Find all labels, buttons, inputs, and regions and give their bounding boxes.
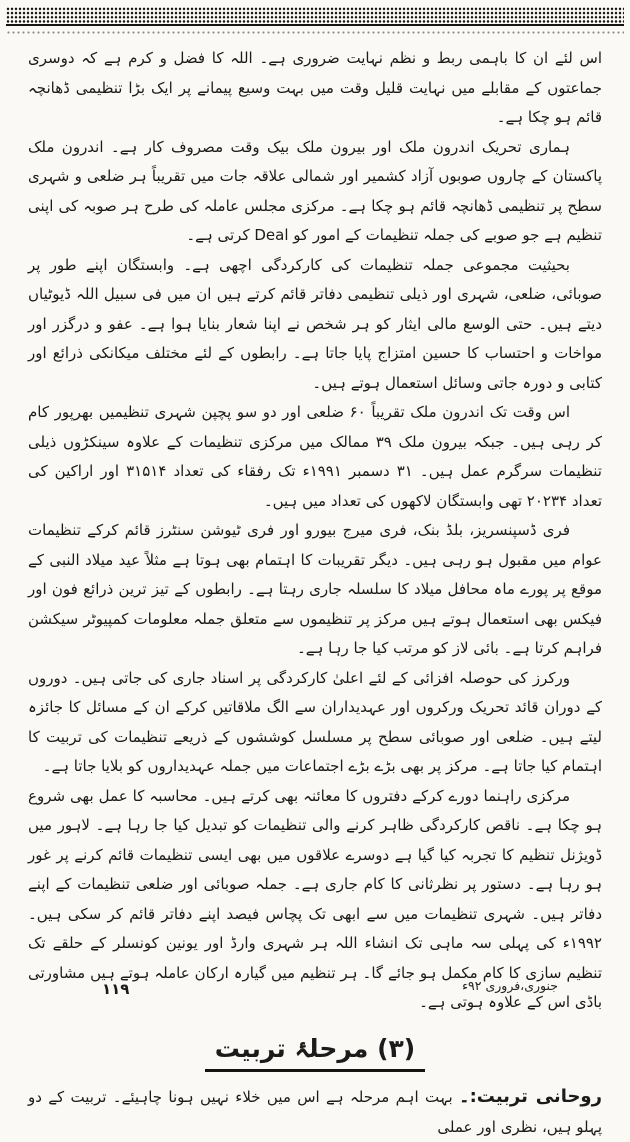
section-heading — [28, 1034, 602, 1073]
paragraph: فری ڈسپنسریز، بلڈ بنک، فری میرج بیورو اور فری ٹیوشن سنٹرز قائم کرکے تنظیمات عوام میں مقبول ہو رہی ہیں۔ دیگر تقریبات کا اہتمام بھی ہوتا ہے مثلاً عید میلاد النبی کے موقع پر پورے ماہ محافل میلاد کا سلسلہ جاری رہتا ہے۔ رابطوں کے تیز ترین ذرائع فون اور فیکس بھی استعمال ہوتے ہیں مرکز پر تنظیموں سے متعلق جملہ معلومات کمپیوٹر سیکشن فراہم کرتا ہے۔ بائی لاز کو مرتب کیا جا رہا ہے۔ — [28, 521, 602, 657]
paragraph: بحیثیت مجموعی جملہ تنظیمات کی کارکردگی اچھی ہے۔ وابستگان اپنے طور پر صوبائی، ضلعی، شہری اور ذیلی تنظیمی دفاتر قائم کرتے ہیں ان میں فی سبیل اللہ ڈیوٹیاں دیتے ہیں۔ حتی الوسع مالی ایثار کو ہر شخص نے اپنا شعار بنایا ہوا ہے۔ عفو و درگزر اور مواخات و احتساب کا حسین امتزاج پایا جاتا ہے۔ رابطوں کے لئے مختلف میکانکی ذرائع اور کتابی و دورہ جاتی وسائل استعمال ہوتے ہیں۔ — [28, 255, 602, 392]
section-heading-text: (۳) مرحلۂ تربیت — [205, 1034, 425, 1073]
journal-issue-date: جنوری،فروری ۹۲ء — [462, 978, 558, 993]
decorative-halftone-border-faint — [6, 30, 624, 35]
paragraph: مرکزی راہنما دورے کرکے دفتروں کا معائنہ بھی کرتے ہیں۔ محاسبہ کا عمل بھی شروع ہو چکا ہے۔ ناقص کارکردگی ظاہر کرنے والی تنظیمات کو تبدیل کیا جا رہا ہے۔ لاہور میں ڈویژنل تنظیم کا تجربہ کیا گیا ہے دوسرے علاقوں میں بھی ایسی تنظیمات قائم کرنے پر غور ہو رہا ہے۔ دستور پر نظرثانی کا کام جاری ہے۔ جملہ صوبائی اور ضلعی تنظیمات کے اپنے دفاتر ہیں۔ شہری تنظیمات میں سے ابھی تک پچاس فیصد اپنے دفاتر قائم کر سکی ہیں۔ ۱۹۹۲ء کی پہلی سہ ماہی تک انشاء اللہ ہر شہری وارڈ اور یونین کونسلر کے حلقے تک تنظیم سازی کا کام مکمل ہو جائے گا۔ ہر تنظیم میں گیارہ ارکان عاملہ ہوتے ہیں مشاورتی باڈی اس کے علاوہ ہوتی ہے۔ — [28, 786, 602, 1011]
closing-paragraph-text: بہت اہم مرحلہ ہے اس میں خلاء نہیں ہونا چاہیئے۔ تربیت کے دو پہلو ہیں، نظری اور عملی — [28, 1088, 602, 1136]
paragraph: ہماری تحریک اندرون ملک اور بیرون ملک بیک وقت مصروف کار ہے۔ اندرون ملک پاکستان کے چاروں صوبوں آزاد کشمیر اور شمالی علاقہ جات میں تقریباً ہر ضلعی و شہری سطح پر تنظیمی ڈھانچہ قائم ہو چکا ہے۔ مرکزی مجلس عاملہ کی طرح ہر صوبہ کی اپنی تنظیم ہے جو صوبے کی جملہ تنظیمات کے امور کو Deal کرتی ہے۔ — [28, 137, 602, 244]
closing-paragraph-lead: روحانی تربیت:۔ — [459, 1086, 602, 1107]
paragraph: اس وقت تک اندرون ملک تقریباً ۶۰ ضلعی اور دو سو پچپن شہری تنظیمیں بھرپور کام کر رہی ہیں۔ جبکہ بیرون ملک ۳۹ ممالک میں مرکزی تنظیمات کے علاوہ سینکڑوں ذیلی تنظیمات سرگرم عمل ہیں۔ ۳۱ دسمبر ۱۹۹۱ء تک رفقاء کی تعداد ۳۱۵۱۴ اور اراکین کی تعداد ۲۰۲۳۴ تھی وابستگان لاکھوں کی تعداد میں ہیں۔ — [28, 403, 603, 510]
page-number: ۱۱۹ — [102, 980, 130, 998]
paragraph: اس لئے ان کا باہمی ربط و نظم نہایت ضروری ہے۔ اللہ کا فضل و کرم ہے کہ دوسری جماعتوں کے مقابلے میں نہایت قلیل وقت میں بہت وسیع پیمانے پر ایک بڑا تنظیمی ڈھانچہ قائم ہو چکا ہے۔ — [28, 49, 602, 126]
closing-paragraph — [28, 1082, 602, 1142]
decorative-halftone-border — [6, 7, 624, 26]
paragraph: ورکرز کی حوصلہ افزائی کے لئے اعلیٰ کارکردگی پر اسناد جاری کی جاتی ہیں۔ دوروں کے دوران قائد تحریک ورکروں اور عہدیداران سے الگ ملاقاتیں کرکے ان کے مسائل کا جائزہ لیتے ہیں۔ ضلعی اور صوبائی سطح پر مسلسل کوششوں کے ذریعے تنظیمات کی تربیت کا اہتمام کیا جاتا ہے۔ مرکز پر بھی بڑے بڑے اجتماعات میں جملہ عہدیداروں کو بلایا جاتا ہے۔ — [28, 668, 602, 775]
